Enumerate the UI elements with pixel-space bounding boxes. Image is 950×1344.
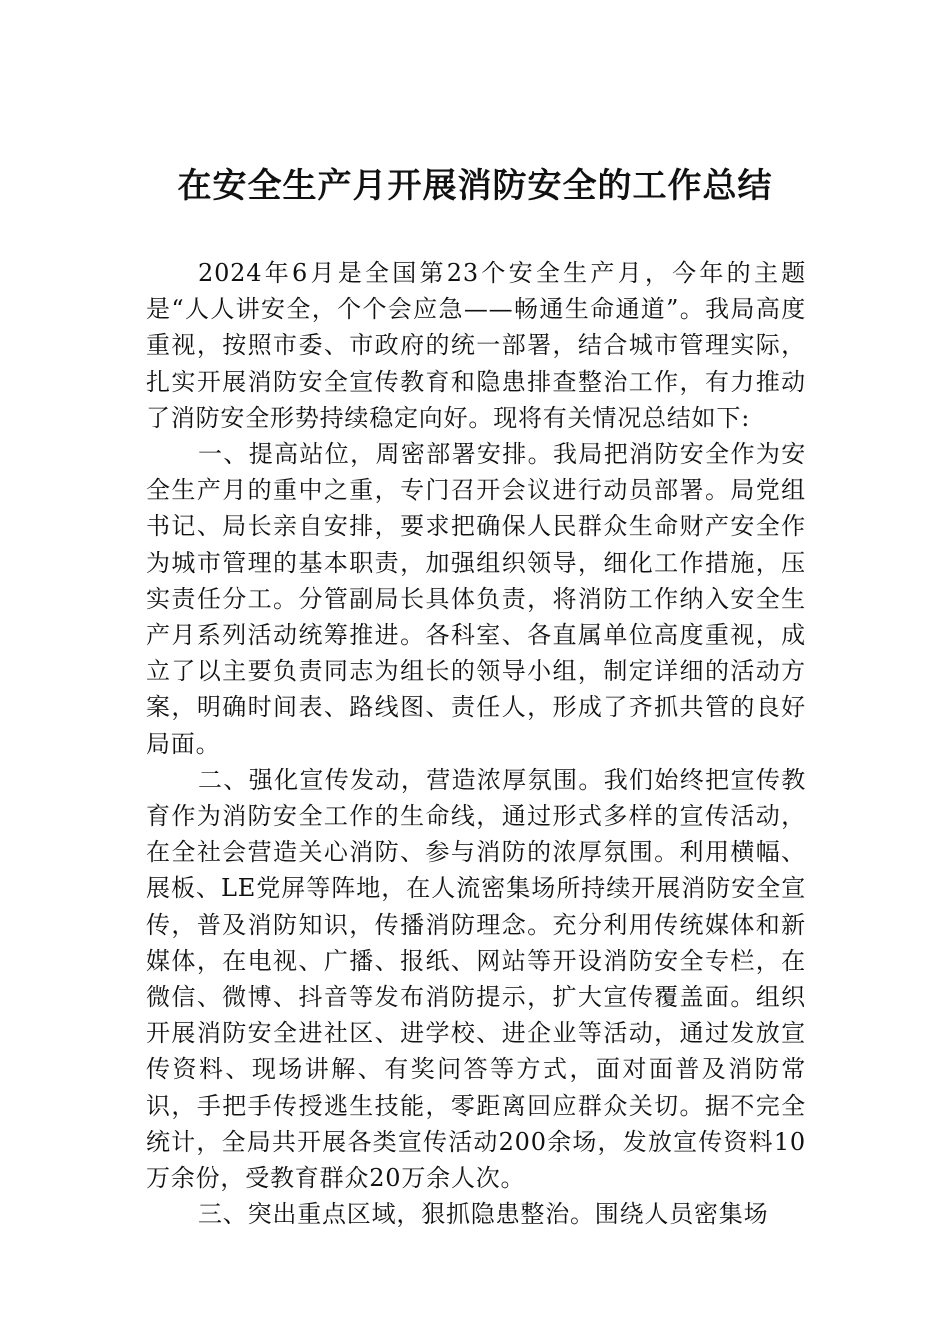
document-body	[146, 255, 806, 1232]
paragraph-section-1: 一、提高站位，周密部署安排。我局把消防安全作为安全生产月的重中之重，专门召开会议进行动员部署。局党组书记、局长亲自安排，要求把确保人民群众生命财产安全作为城市管理的基本职责，加强组织领导，细化工作措施，压实责任分工。分管副局长具体负责，将消防工作纳入安全生产月系列活动统筹推进。各科室、各直属单位高度重视，成立了以主要负责同志为组长的领导小组，制定详细的活动方案，明确时间表、路线图、责任人，形成了齐抓共管的良好局面。	[146, 440, 806, 758]
document-title: 在安全生产月开展消防安全的工作总结	[177, 166, 773, 206]
paragraph-intro: 2024年6月是全国第23个安全生产月，今年的主题是“人人讲安全，个个会应急——畅通生命通道”。我局高度重视，按照市委、市政府的统一部署，结合城市管理实际，扎实开展消防安全宣传教育和隐患排查整治工作，有力推动了消防安全形势持续稳定向好。现将有关情况总结如下:	[146, 259, 806, 432]
paragraph-section-3: 三、突出重点区域，狠抓隐患整治。围绕人员密集场	[198, 1200, 769, 1229]
paragraph-section-2: 二、强化宣传发动，营造浓厚氛围。我们始终把宣传教育作为消防安全工作的生命线，通过形式多样的宣传活动，在全社会营造关心消防、参与消防的浓厚氛围。利用横幅、展板、LE党屏等阵地，在人流密集场所持续开展消防安全宣传，普及消防知识，传播消防理念。充分利用传统媒体和新媒体，在电视、广播、报纸、网站等开设消防安全专栏，在微信、微博、抖音等发布消防提示，扩大宣传覆盖面。组织开展消防安全进社区、进学校、进企业等活动，通过发放宣传资料、现场讲解、有奖问答等方式，面对面普及消防常识，手把手传授逃生技能，零距离回应群众关切。据不完全统计，全局共开展各类宣传活动200余场，发放宣传资料10万余份，受教育群众20万余人次。	[146, 765, 806, 1193]
